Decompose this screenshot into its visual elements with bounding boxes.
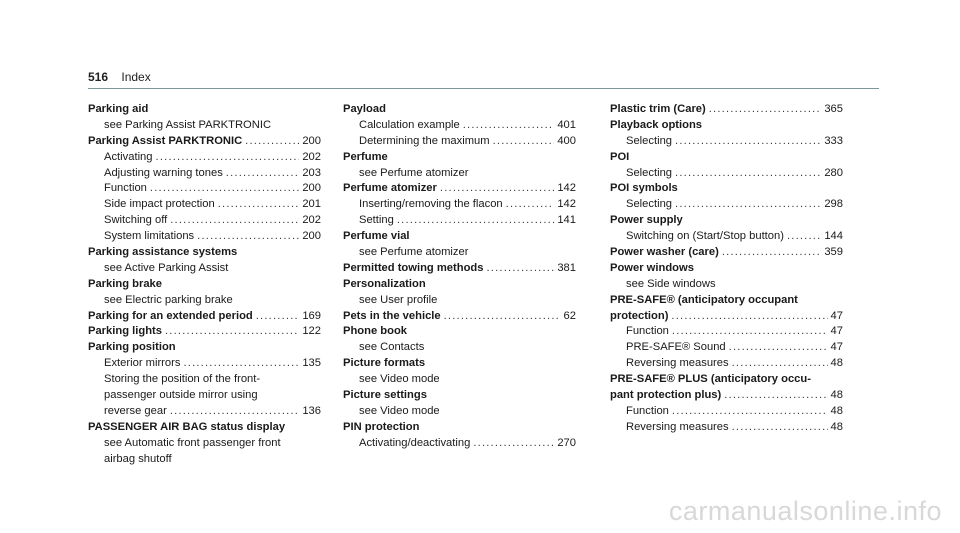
entry-text: PASSENGER AIR BAG status display: [88, 420, 286, 433]
index-subentry: [343, 134, 576, 150]
index-entry: [610, 213, 843, 229]
entry-text: see Parking Assist PARKTRONIC: [104, 118, 272, 131]
entry-text: Storing the position of the front-: [104, 373, 261, 386]
entry-text: PRE-SAFE® PLUS (anticipatory occu-: [610, 373, 811, 386]
index-entry: [343, 229, 576, 245]
index-entry: [88, 245, 321, 261]
dot-leader: [724, 388, 827, 404]
entry-text: Function: [104, 182, 147, 195]
index-entry: [88, 102, 321, 118]
dot-leader: [787, 229, 821, 245]
index-subentry: [88, 166, 321, 182]
page-reference: 201: [302, 198, 321, 211]
entry-text: System limitations: [104, 230, 195, 243]
entry-text: Activating: [104, 150, 153, 163]
entry-text: Inserting/removing the flacon: [359, 198, 503, 211]
page-reference: 135: [302, 357, 321, 370]
page-reference: 401: [557, 118, 576, 131]
page-reference: 202: [302, 214, 321, 227]
entry-text: airbag shutoff: [104, 452, 172, 465]
watermark: carmanualsonline.info: [668, 496, 942, 526]
page-reference: 141: [557, 214, 576, 227]
entry-text: Perfume atomizer: [343, 182, 437, 195]
index-subentry: [88, 197, 321, 213]
dot-leader: [170, 213, 299, 229]
entry-text: Parking lights: [88, 325, 162, 338]
index-entry: [610, 150, 843, 166]
dot-leader: [218, 197, 300, 213]
dot-leader: [150, 181, 299, 197]
index-subentry: [88, 213, 321, 229]
dot-leader: [463, 118, 555, 134]
page-reference: 47: [830, 341, 843, 354]
dot-leader: [226, 166, 300, 182]
index-entry: [610, 118, 843, 134]
entry-text: Exterior mirrors: [104, 357, 181, 370]
index-column-1: [88, 102, 321, 467]
entry-text: see Perfume atomizer: [359, 246, 469, 259]
entry-text: see Automatic front passenger front: [104, 436, 281, 449]
entry-text: Reversing measures: [626, 357, 729, 370]
page-reference: 48: [830, 420, 843, 433]
page-reference: 200: [302, 182, 321, 195]
page-reference: 270: [557, 436, 576, 449]
dot-leader: [444, 309, 561, 325]
page-reference: 48: [830, 404, 843, 417]
dot-leader: [722, 245, 822, 261]
entry-text: Setting: [359, 214, 394, 227]
dot-leader: [170, 404, 300, 420]
page-number: 516: [88, 70, 109, 84]
page-reference: 400: [557, 134, 576, 147]
index-subentry: [88, 436, 321, 452]
index-entry: [610, 245, 843, 261]
index-subentry: [610, 404, 843, 420]
entry-text: pant protection plus): [610, 389, 722, 402]
dot-leader: [165, 324, 299, 340]
entry-text: Power supply: [610, 214, 683, 227]
entry-text: protection): [610, 309, 669, 322]
dot-leader: [709, 102, 822, 118]
entry-text: see Active Parking Assist: [104, 261, 229, 274]
dot-leader: [675, 197, 821, 213]
page-reference: 142: [557, 182, 576, 195]
index-subentry: [610, 356, 843, 372]
page-reference: 142: [557, 198, 576, 211]
dot-leader: [256, 309, 300, 325]
entry-text: reverse gear: [104, 404, 167, 417]
index-subentry: [610, 277, 843, 293]
entry-text: Perfume: [343, 150, 388, 163]
entry-text: see Electric parking brake: [104, 293, 233, 306]
page-reference: 203: [302, 166, 321, 179]
entry-text: Parking assistance systems: [88, 246, 238, 259]
index-subentry: [343, 340, 576, 356]
index-subentry: [88, 229, 321, 245]
page-reference: 280: [824, 166, 843, 179]
dot-leader: [486, 261, 554, 277]
index-subentry: [88, 372, 321, 388]
index-subentry: [343, 213, 576, 229]
dot-leader: [672, 404, 828, 420]
entry-text: Picture settings: [343, 389, 427, 402]
dot-leader: [729, 340, 828, 356]
index-entry: [610, 102, 843, 118]
entry-text: Permitted towing methods: [343, 261, 484, 274]
page-title: Index: [121, 70, 151, 84]
entry-text: Phone book: [343, 325, 408, 338]
page-reference: 200: [302, 230, 321, 243]
entry-text: Power washer (care): [610, 246, 719, 259]
index-subentry: [610, 340, 843, 356]
entry-text: Parking aid: [88, 103, 149, 115]
index-entry: [88, 324, 321, 340]
entry-text: Activating/deactivating: [359, 436, 471, 449]
entry-text: Parking brake: [88, 277, 162, 290]
entry-text: PRE-SAFE® Sound: [626, 341, 726, 354]
index-subentry: [610, 324, 843, 340]
dot-leader: [473, 436, 554, 452]
index-subentry: [343, 372, 576, 388]
dot-leader: [245, 134, 299, 150]
entry-text: see Side windows: [626, 277, 716, 290]
index-entry: [343, 309, 576, 325]
entry-text: Calculation example: [359, 118, 460, 131]
index-subentry: [610, 229, 843, 245]
entry-text: PRE-SAFE® (anticipatory occupant: [610, 293, 798, 306]
index-entry: [343, 324, 576, 340]
entry-text: Pets in the vehicle: [343, 309, 441, 322]
index-subentry: [610, 420, 843, 436]
index-subentry: [343, 118, 576, 134]
page-reference: 122: [302, 325, 321, 338]
page-reference: 144: [824, 230, 843, 243]
page-reference: 169: [302, 309, 321, 322]
index-entry: [343, 388, 576, 404]
page-reference: 136: [302, 404, 321, 417]
index-entry: [88, 134, 321, 150]
entry-text: see Video mode: [359, 404, 440, 417]
index-subentry: [88, 452, 321, 468]
index-subentry: [88, 118, 321, 134]
index-entry: [88, 277, 321, 293]
dot-leader: [493, 134, 555, 150]
entry-text: Function: [626, 325, 669, 338]
header-rule: [88, 88, 879, 89]
index-entry: [88, 309, 321, 325]
page-reference: 202: [302, 150, 321, 163]
index-entry: [610, 309, 843, 325]
dot-leader: [440, 181, 554, 197]
page-reference: 48: [830, 357, 843, 370]
entry-text: Selecting: [626, 198, 673, 211]
page-reference: 47: [830, 309, 843, 322]
page-reference: 47: [830, 325, 843, 338]
index-entry: [610, 261, 843, 277]
entry-text: Picture formats: [343, 357, 426, 370]
index-subentry: [343, 197, 576, 213]
index-subentry: [88, 356, 321, 372]
index-subentry: [343, 166, 576, 182]
page-reference: 359: [824, 246, 843, 259]
entry-text: Side impact protection: [104, 198, 215, 211]
dot-leader: [183, 356, 299, 372]
dot-leader: [675, 134, 821, 150]
dot-leader: [197, 229, 299, 245]
entry-text: Reversing measures: [626, 420, 729, 433]
entry-text: see Perfume atomizer: [359, 166, 469, 179]
dot-leader: [732, 420, 828, 436]
entry-text: Payload: [343, 103, 386, 115]
index-subentry: [88, 293, 321, 309]
entry-text: Parking Assist PARKTRONIC: [88, 134, 243, 147]
entry-text: Perfume vial: [343, 230, 410, 243]
entry-text: POI: [610, 150, 630, 163]
index-entry: [343, 102, 576, 118]
index-subentry: [88, 181, 321, 197]
index-entry: [88, 420, 321, 436]
entry-text: Plastic trim (Care): [610, 103, 706, 115]
entry-text: see User profile: [359, 293, 438, 306]
entry-text: Switching on (Start/Stop button): [626, 230, 784, 243]
index-subentry: [610, 166, 843, 182]
dot-leader: [671, 309, 827, 325]
index-entry: [610, 372, 843, 388]
index-subentry: [88, 150, 321, 166]
entry-text: Switching off: [104, 214, 168, 227]
entry-text: Power windows: [610, 261, 694, 274]
entry-text: Selecting: [626, 166, 673, 179]
index-subentry: [88, 261, 321, 277]
index-column-2: [343, 102, 576, 452]
index-entry: [610, 388, 843, 404]
index-subentry: [343, 293, 576, 309]
index-entry: [343, 150, 576, 166]
page-reference: 365: [824, 103, 843, 115]
entry-text: Personalization: [343, 277, 426, 290]
dot-leader: [672, 324, 828, 340]
dot-leader: [506, 197, 555, 213]
page-reference: 333: [824, 134, 843, 147]
entry-text: Parking for an extended period: [88, 309, 253, 322]
page-reference: 200: [302, 134, 321, 147]
page-header: [88, 70, 151, 84]
index-entry: [610, 293, 843, 309]
index-entry: [343, 420, 576, 436]
entry-text: passenger outside mirror using: [104, 389, 258, 402]
page-reference: 48: [830, 389, 843, 402]
index-entry: [88, 340, 321, 356]
index-entry: [610, 181, 843, 197]
dot-leader: [397, 213, 554, 229]
entry-text: POI symbols: [610, 182, 678, 195]
index-subentry: [88, 404, 321, 420]
dot-leader: [156, 150, 300, 166]
entry-text: PIN protection: [343, 420, 420, 433]
entry-text: Function: [626, 404, 669, 417]
index-subentry: [343, 404, 576, 420]
index-entry: [343, 277, 576, 293]
index-entry: [343, 356, 576, 372]
entry-text: see Contacts: [359, 341, 425, 354]
index-column-3: [610, 102, 843, 436]
index-entry: [343, 261, 576, 277]
index-subentry: [88, 388, 321, 404]
index-subentry: [610, 134, 843, 150]
entry-text: Adjusting warning tones: [104, 166, 223, 179]
index-subentry: [610, 197, 843, 213]
index-subentry: [343, 436, 576, 452]
page-reference: 381: [557, 261, 576, 274]
entry-text: Selecting: [626, 134, 673, 147]
entry-text: Determining the maximum: [359, 134, 490, 147]
entry-text: Playback options: [610, 118, 703, 131]
index-subentry: [343, 245, 576, 261]
dot-leader: [732, 356, 828, 372]
page-reference: 62: [563, 309, 576, 322]
dot-leader: [675, 166, 821, 182]
page-reference: 298: [824, 198, 843, 211]
entry-text: see Video mode: [359, 373, 440, 386]
index-entry: [343, 181, 576, 197]
entry-text: Parking position: [88, 341, 176, 354]
